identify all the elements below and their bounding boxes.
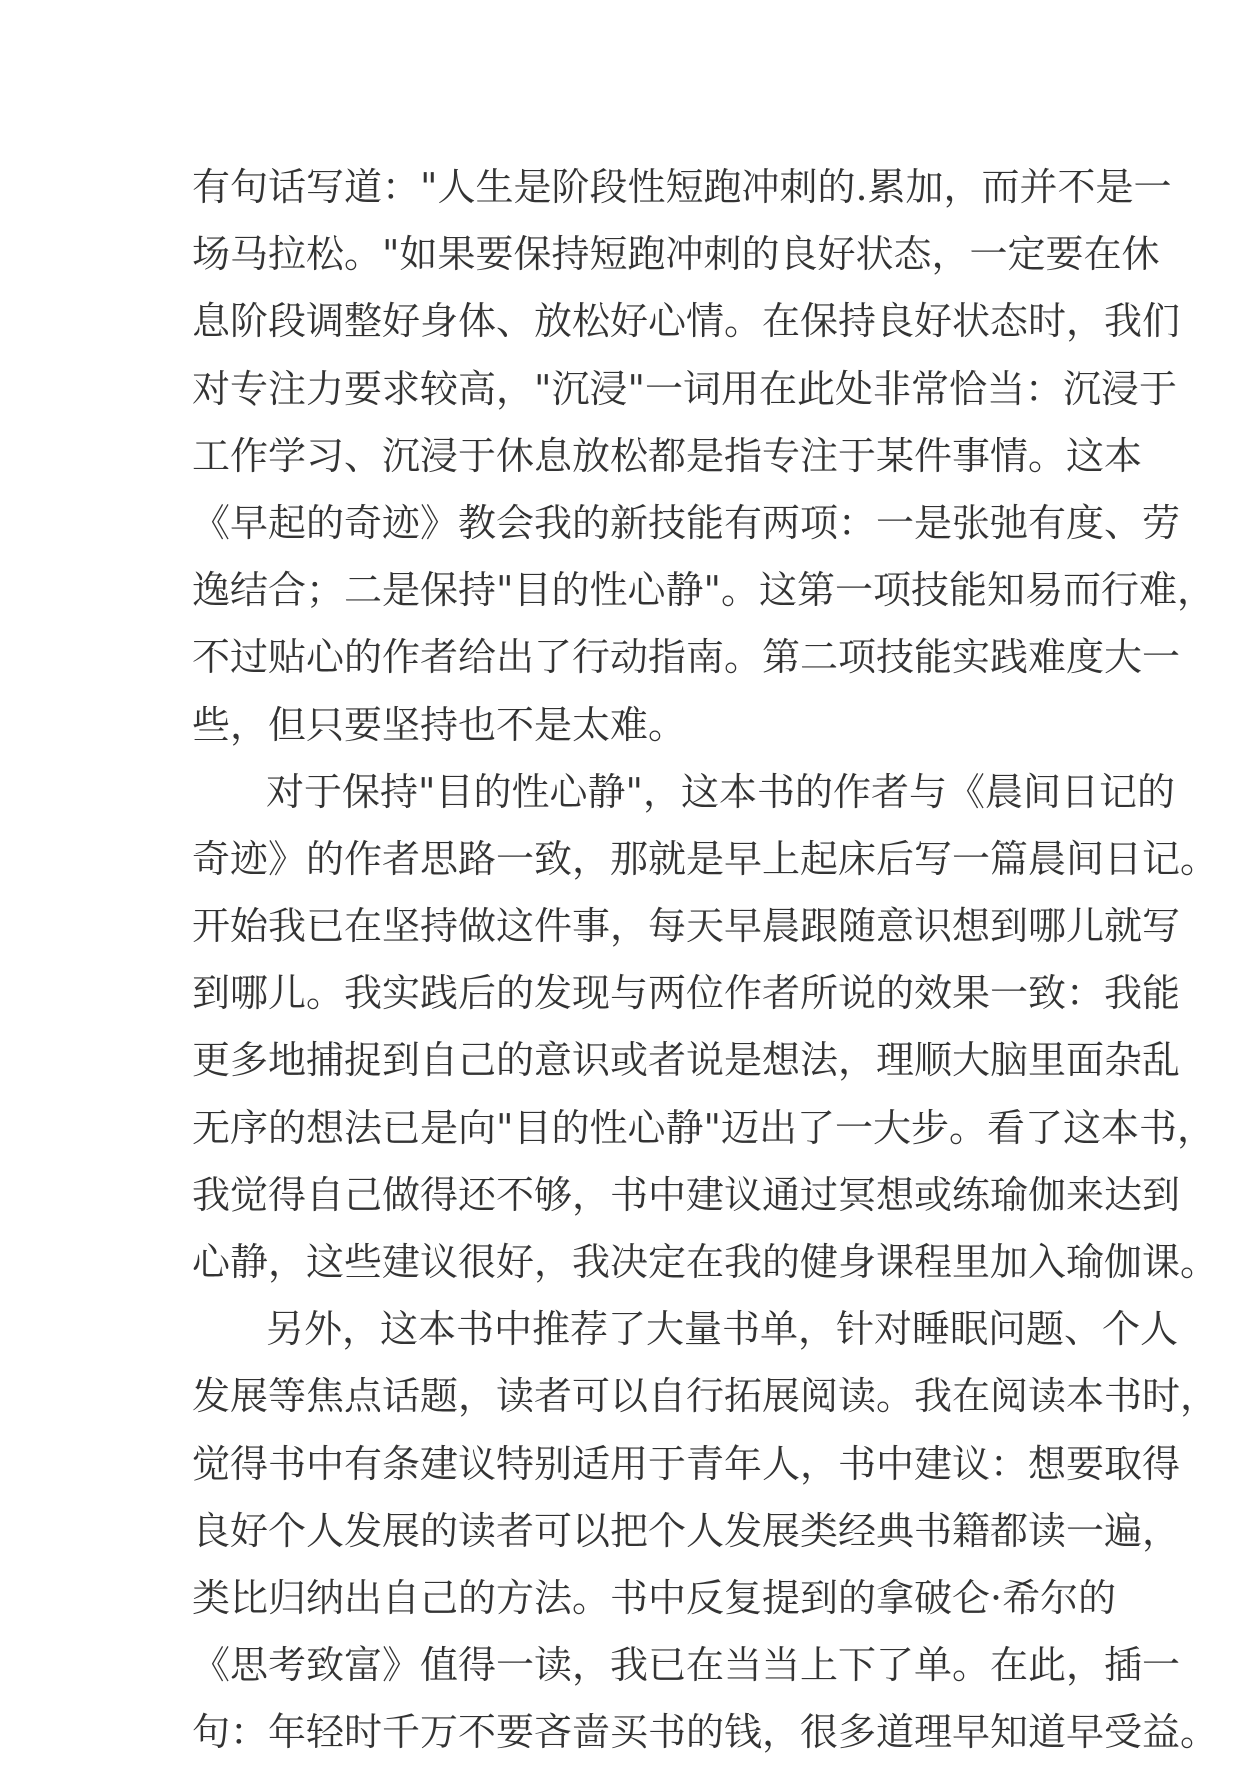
- text-line: 无序的想法已是向"目的性心静"迈出了一大步。看了这本书，: [192, 1105, 1215, 1150]
- text-line: 对专注力要求较高，"沉浸"一词用在此处非常恰当：沉浸于: [192, 366, 1177, 411]
- text-line: 更多地捕捉到自己的意识或者说是想法，理顺大脑里面杂乱: [192, 1038, 1181, 1083]
- text-line: 心静，这些建议很好，我决定在我的健身课程里加入瑜伽课。: [192, 1240, 1219, 1284]
- text-line: 我觉得自己做得还不够，书中建议通过冥想或练瑜伽来达到: [192, 1172, 1181, 1217]
- body-text: [192, 154, 1219, 1767]
- text-line: 息阶段调整好身体、放松好心情。在保持良好状态时，我们: [192, 299, 1181, 344]
- text-line: 奇迹》的作者思路一致，那就是早上起床后写一篇晨间日记。: [192, 836, 1219, 881]
- text-line: 场马拉松。"如果要保持短跑冲刺的良好状态，一定要在休: [192, 232, 1160, 277]
- text-line: 开始我已在坚持做这件事，每天早晨跟随意识想到哪儿就写: [192, 904, 1181, 949]
- text-line: 不过贴心的作者给出了行动指南。第二项技能实践难度大一: [192, 635, 1181, 680]
- text-line: 另外，这本书中推荐了大量书单，针对睡眠问题、个人: [266, 1307, 1179, 1352]
- text-line: 到哪儿。我实践后的发现与两位作者所说的效果一致：我能: [192, 971, 1181, 1016]
- text-line: 发展等焦点话题，读者可以自行拓展阅读。我在阅读本书时，: [192, 1374, 1219, 1419]
- text-line: 些，但只要坚持也不是太难。: [192, 702, 687, 747]
- text-line: 对于保持"目的性心静"，这本书的作者与《晨间日记的: [266, 769, 1175, 814]
- text-line: 良好个人发展的读者可以把个人发展类经典书籍都读一遍，: [192, 1508, 1181, 1553]
- text-line: 觉得书中有条建议特别适用于青年人，书中建议：想要取得: [192, 1441, 1181, 1486]
- text-line: 《思考致富》值得一读，我已在当当上下了单。在此，插一: [192, 1643, 1181, 1688]
- text-line: 类比归纳出自己的方法。书中反复提到的拿破仑·希尔的: [192, 1575, 1117, 1620]
- text-line: 逸结合；二是保持"目的性心静"。这第一项技能知易而行难，: [192, 568, 1215, 613]
- text-line: 《早起的奇迹》教会我的新技能有两项：一是张弛有度、劳: [192, 500, 1181, 545]
- text-line: 句：年轻时千万不要吝啬买书的钱，很多道理早知道早受益。: [192, 1710, 1219, 1755]
- text-line: 有句话写道："人生是阶段性短跑冲刺的.累加，而并不是一: [192, 165, 1172, 209]
- text-line: 工作学习、沉浸于休息放松都是指专注于某件事情。这本: [192, 433, 1143, 478]
